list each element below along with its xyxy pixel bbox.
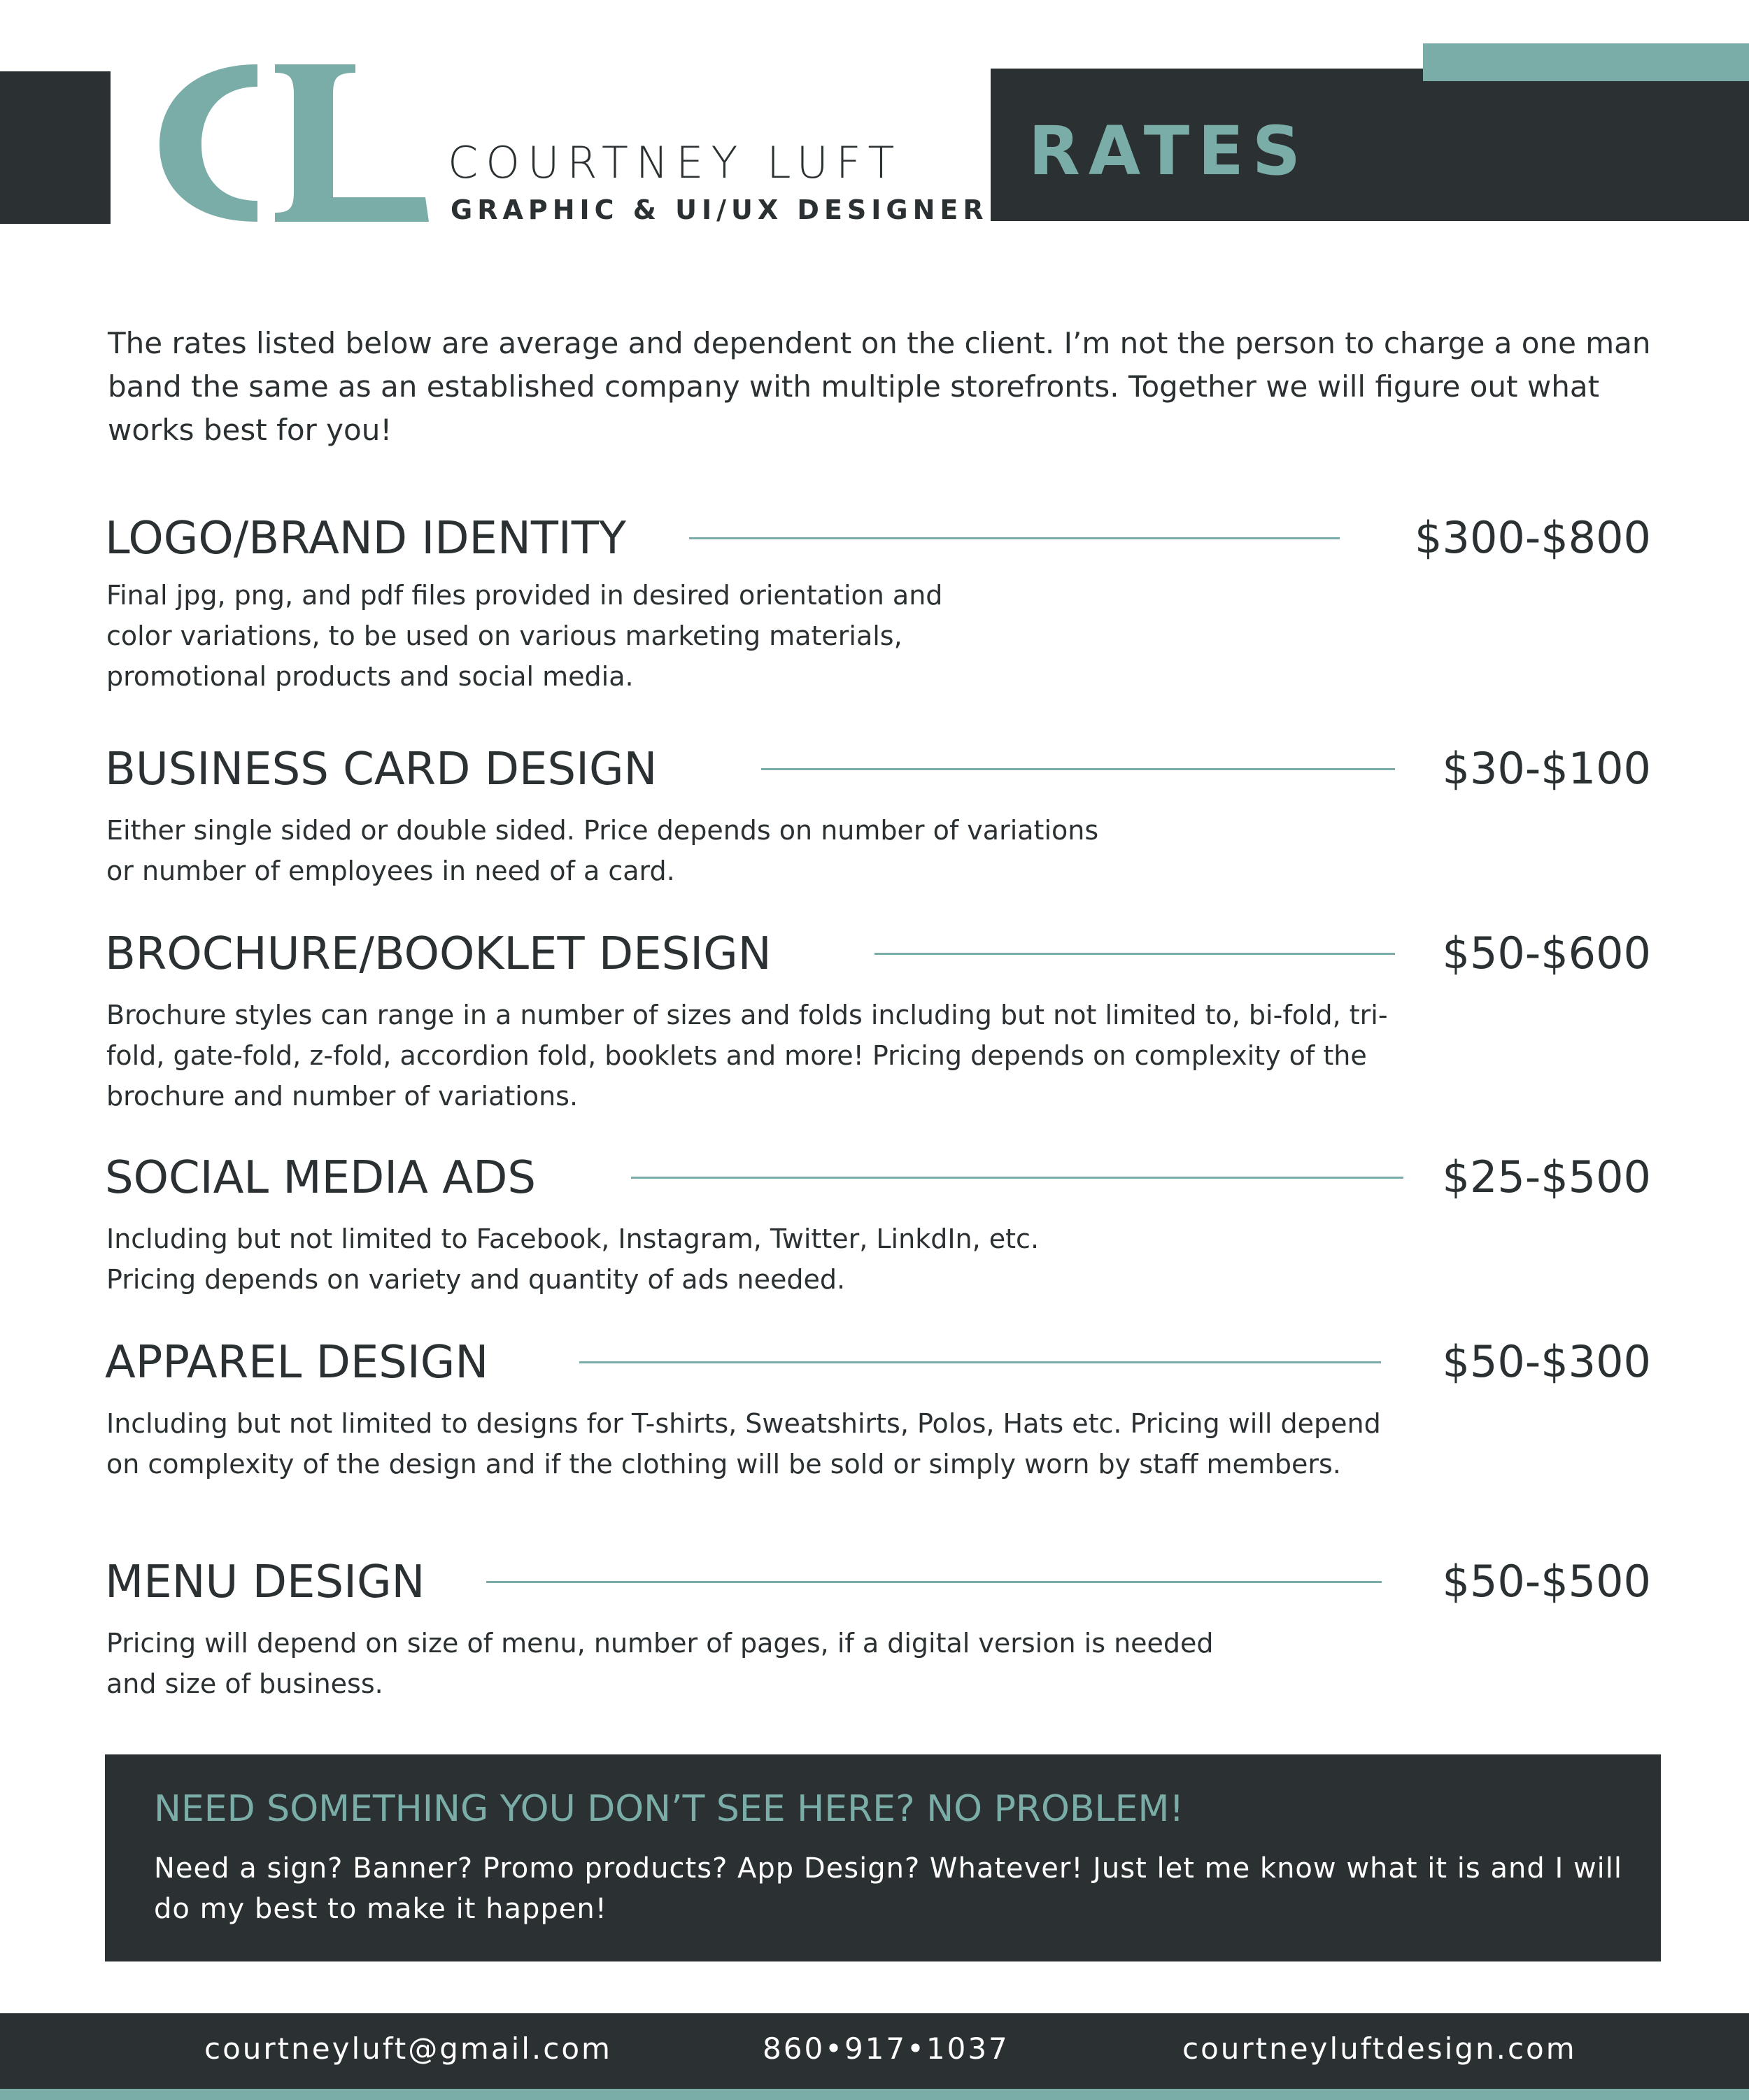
- service-price-brochure: $50-$600: [1442, 928, 1651, 979]
- service-price-logo: $300-$800: [1415, 512, 1651, 563]
- brand-role: GRAPHIC & UI/UX DESIGNER: [451, 194, 989, 225]
- service-price-menu: $50-$500: [1442, 1556, 1651, 1607]
- service-title-menu: MENU DESIGN: [105, 1556, 425, 1608]
- callout-box: [105, 1754, 1661, 1961]
- service-title-logo: LOGO/BRAND IDENTITY: [105, 513, 626, 565]
- footer-website[interactable]: courtneyluftdesign.com: [1182, 2031, 1577, 2066]
- page-title: RATES: [1028, 112, 1309, 190]
- rates-accent-bar: [1423, 43, 1749, 81]
- service-divider: [631, 1177, 1403, 1179]
- header-left-block: [0, 71, 111, 224]
- service-desc-business-card: Either single sided or double sided. Price depends on number of variations or number of employees in need of a card.: [106, 815, 1099, 886]
- callout-title: NEED SOMETHING YOU DON’T SEE HERE? NO PROBLEM!: [154, 1788, 1184, 1830]
- service-desc-logo: Final jpg, png, and pdf files provided in desired orientation and color variations, to be used on various marketing materials, promotional products and social media.: [106, 580, 943, 692]
- service-divider: [761, 768, 1395, 770]
- service-divider: [874, 953, 1395, 955]
- footer: [0, 2013, 1749, 2089]
- service-desc-menu: Pricing will depend on size of menu, number of pages, if a digital version is needed and size of business.: [106, 1628, 1214, 1699]
- footer-phone[interactable]: 860•917•1037: [763, 2031, 1010, 2066]
- service-title-brochure: BROCHURE/BOOKLET DESIGN: [105, 928, 772, 980]
- service-title-social-media: SOCIAL MEDIA ADS: [105, 1152, 536, 1204]
- brand-name: COURTNEY LUFT: [448, 137, 902, 188]
- service-divider: [689, 537, 1340, 539]
- intro-text: The rates listed below are average and dependent on the client. I’m not the person to charge a one man band the same as an established company with multiple storefronts. Together we will figure out what works best for you!: [108, 326, 1651, 447]
- service-desc-apparel: Including but not limited to designs for T-shirts, Sweatshirts, Polos, Hats etc. Pricing will depend on complexity of the design and if the clothing will be sold or simply worn by staff members.: [106, 1408, 1381, 1480]
- service-divider: [486, 1581, 1382, 1583]
- service-title-apparel: APPAREL DESIGN: [105, 1337, 489, 1389]
- service-desc-brochure: Brochure styles can range in a number of sizes and folds including but not limited to, bi-fold, tri-fold, gate-fold, z-fold, accordion fold, booklets and more! Pricing depends on complexity of the brochure and number of variations.: [106, 1000, 1388, 1112]
- service-price-business-card: $30-$100: [1442, 743, 1651, 794]
- service-price-social-media: $25-$500: [1442, 1151, 1651, 1202]
- service-price-apparel: $50-$300: [1442, 1336, 1651, 1387]
- service-desc-social-media: Including but not limited to Facebook, Instagram, Twitter, LinkdIn, etc. Pricing depends on variety and quantity of ads needed.: [106, 1223, 1040, 1295]
- footer-email[interactable]: courtneyluft@gmail.com: [204, 2031, 612, 2066]
- footer-accent-bar: [0, 2089, 1749, 2100]
- callout-text: Need a sign? Banner? Promo products? App Design? Whatever! Just let me know what it is and I will do my best to make it happen!: [154, 1852, 1623, 1925]
- service-title-business-card: BUSINESS CARD DESIGN: [105, 744, 658, 795]
- cl-logo-icon: [153, 57, 432, 225]
- service-divider: [579, 1361, 1381, 1363]
